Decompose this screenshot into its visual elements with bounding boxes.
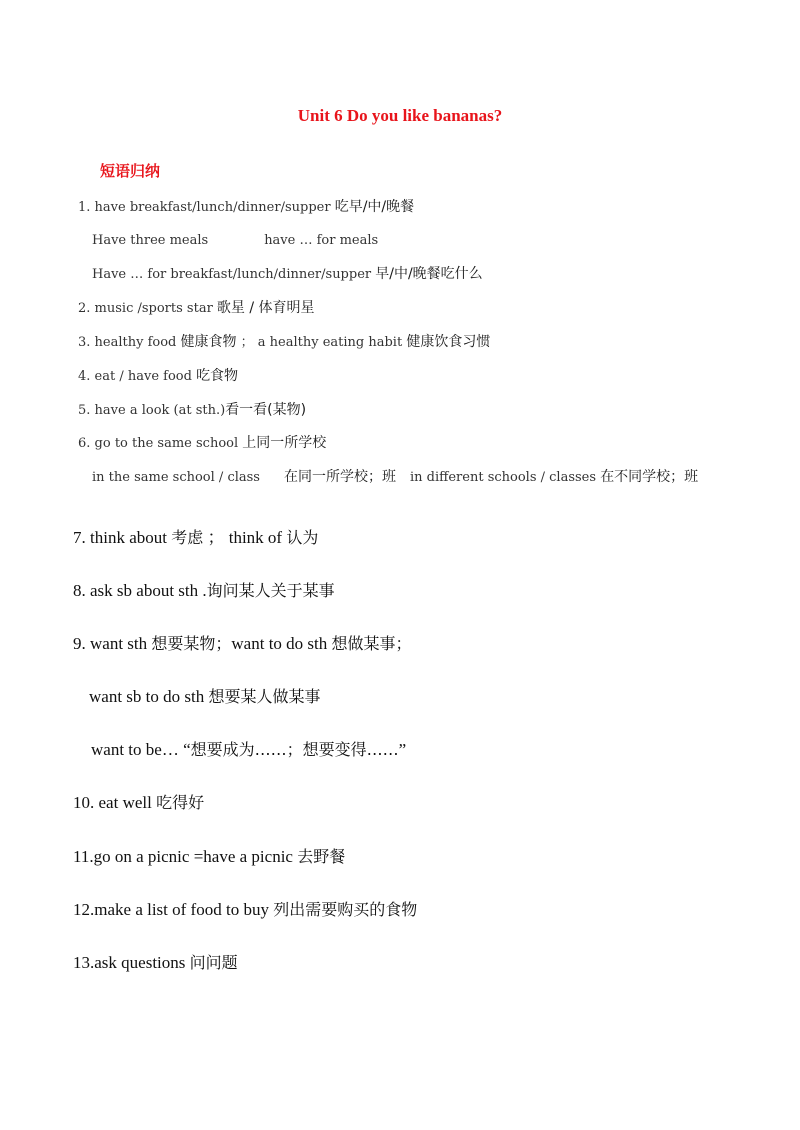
scan-item-en: Have three meals [92,233,209,248]
scan-item-en2: in different schools / classes [409,470,601,485]
scan-item-en: 5. have a look (at sth.) [78,403,226,418]
item-cn2: 想做某事； [331,634,412,653]
scan-item-6 [78,434,326,453]
item-cn: 想要某人做某事 [208,687,321,706]
scan-item-en: 4. eat / have food [78,369,197,384]
scan-item-en: 2. music /sports star [78,301,217,316]
scan-item-1a [92,232,378,250]
item-en: 12.make a list of food to buy [73,900,274,919]
item-en: want sb to do sth [89,687,209,706]
section-heading: 短语归纳 [100,162,161,180]
scan-item-en: Have … for breakfast/lunch/dinner/supper [92,267,376,282]
item-en: 13.ask questions [73,953,190,972]
item-en: 8. ask sb about sth . [73,581,207,600]
item-cn: 去野餐 [297,847,346,866]
item-en: 10. eat well [73,793,157,812]
item-7 [73,527,318,549]
item-en2: want to do sth [231,634,332,653]
item-en2: ； think of [203,528,287,547]
scan-item-en2: have … for meals [264,233,379,248]
item-cn: 问问题 [189,953,238,972]
scan-item-2 [78,299,315,318]
item-cn: 询问某人关于某事 [206,581,335,600]
scan-item-en: 3. healthy food [78,335,181,350]
scan-item-cn2: 在不同学校；班 [600,469,699,485]
scan-item-cn: 看一看(某物) [225,402,307,418]
item-en: want to be… “ [91,740,191,759]
item-cn2: 认为 [286,528,319,547]
scan-item-1 [78,198,414,217]
scan-item-6a [92,468,698,487]
scan-item-cn: 吃食物 [196,368,239,384]
scan-item-en: 6. go to the same school [78,436,243,451]
item-en: 11.go on a picnic =have a picnic [73,847,298,866]
item-8 [73,580,335,602]
scan-item-en2: ； a healthy eating habit [236,335,407,350]
item-en: 9. want sth [73,634,152,653]
item-10 [73,792,204,814]
scan-item-3 [78,333,490,352]
item-cn: 吃得好 [156,793,205,812]
item-cn: 考虑 [171,528,204,547]
scan-item-cn2: 健康饮食习惯 [406,334,491,350]
item-13 [73,952,238,974]
scan-item-cn: 早/中/晚餐吃什么 [375,266,483,282]
scan-item-cn: 健康食物 [180,334,237,350]
scan-item-4 [78,367,238,386]
scan-item-en: in the same school / class [92,470,260,485]
item-cn: 想要成为……；想要变得…… [190,740,399,759]
scan-item-cn: 歌星 / 体育明星 [216,300,315,316]
item-cn: 想要某物； [151,634,232,653]
page-title: Unit 6 Do you like bananas? [297,106,503,125]
item-9a [89,686,321,708]
item-cn: 列出需要购买的食物 [273,900,418,919]
scan-item-cn: 上同一所学校 [242,435,327,451]
item-9b [91,739,406,761]
scan-item-cn: 吃早/中/晚餐 [334,199,415,215]
item-en: 7. think about [73,528,172,547]
item-11 [73,846,345,868]
scan-item-1b [92,265,483,284]
item-9 [73,633,412,655]
scan-item-5 [78,401,306,420]
item-en2: ” [398,740,407,759]
scan-item-en: 1. have breakfast/lunch/dinner/supper [78,200,335,215]
item-12 [73,899,417,921]
scan-item-cn: 在同一所学校；班 [283,469,396,485]
